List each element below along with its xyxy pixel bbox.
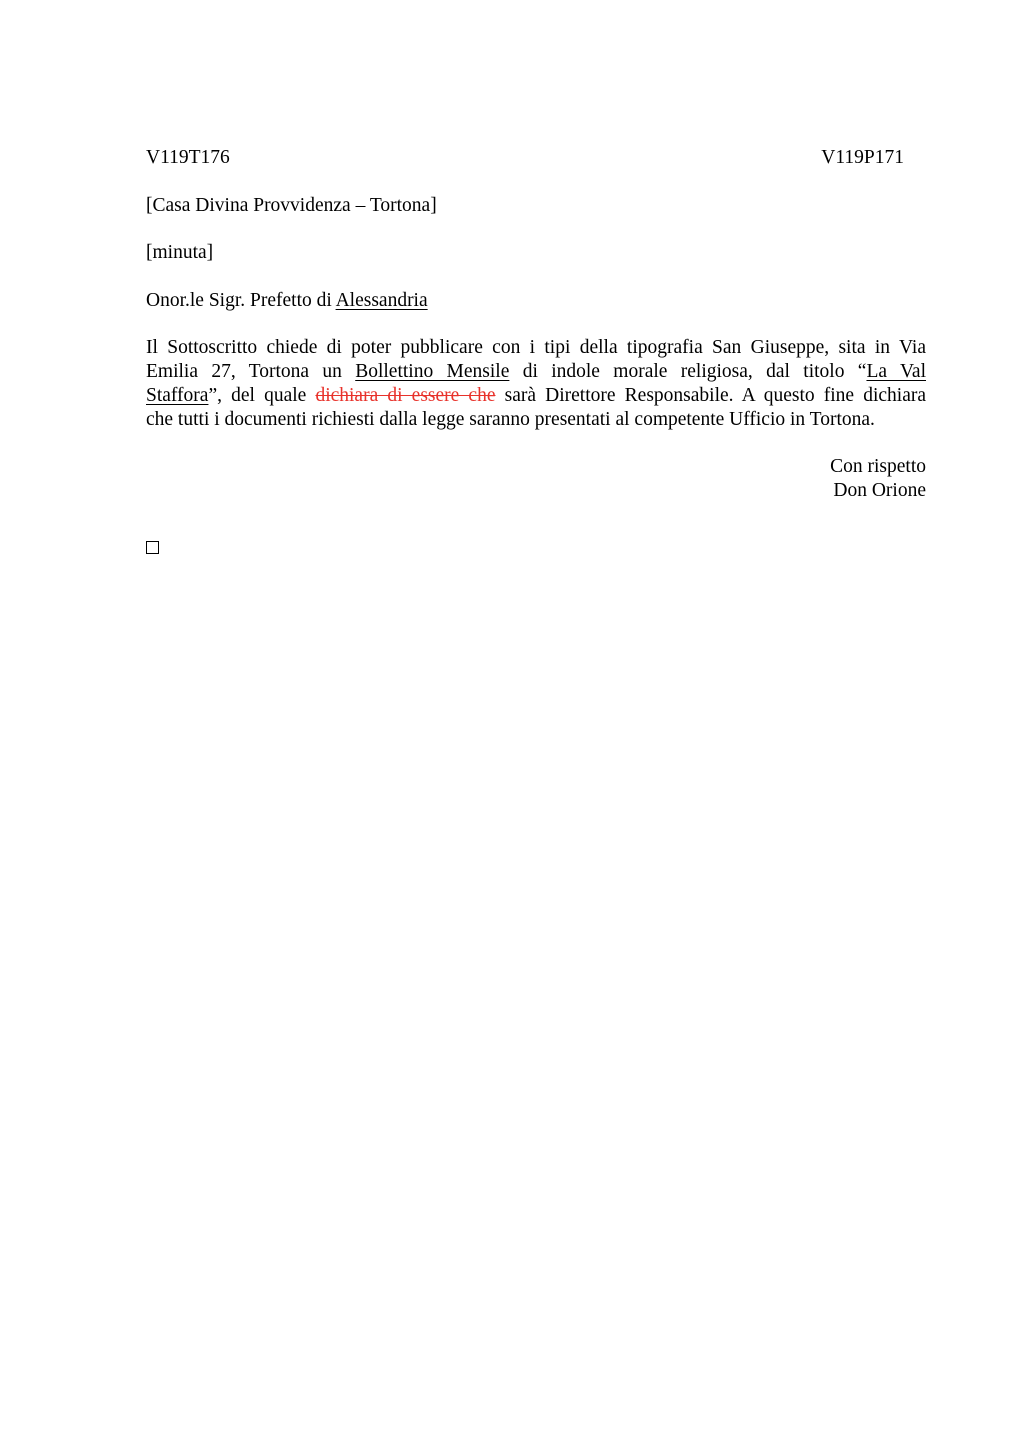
bulletin-name: Bollettino Mensile [355, 361, 510, 382]
body-line-1: Il Sottoscritto chiede di poter pubblicare con i tipi della tipografia San Giuseppe, sita in Via [146, 337, 926, 358]
body-line-4: che tutti i documenti richiesti dalla legge saranno presentati al competente Ufficio in Tortona. [146, 409, 875, 430]
empty-square-icon [146, 541, 159, 554]
document-place: [Casa Divina Provvidenza – Tortona] [146, 195, 437, 216]
closing-salutation: Con rispetto [830, 456, 926, 477]
letter-closing [830, 455, 926, 503]
document-type: [minuta] [146, 242, 214, 263]
body-text-segment: di indole morale religiosa, dal titolo “ [509, 361, 867, 382]
title-part-2: Staffora [146, 385, 209, 406]
recipient-address [146, 289, 428, 313]
title-part-1: La Val [866, 361, 926, 382]
body-line-2 [146, 360, 926, 384]
signature: Don Orione [833, 480, 926, 501]
body-text-segment: sarà Direttore Responsabile. A questo fine dichiara [495, 385, 926, 406]
letter-body [146, 336, 926, 432]
deleted-text: dichiara di essere che [315, 385, 496, 406]
recipient-prefix: Onor.le Sigr. Prefetto di [146, 290, 336, 311]
body-text-segment: Emilia 27, Tortona un [146, 361, 356, 382]
archive-codes [146, 146, 904, 170]
body-text-segment: ”, del quale [208, 385, 316, 406]
body-line-3 [146, 384, 926, 408]
archive-code-right: V119P171 [821, 147, 904, 168]
recipient-city: Alessandria [335, 290, 428, 311]
archive-code-left: V119T176 [146, 147, 230, 168]
